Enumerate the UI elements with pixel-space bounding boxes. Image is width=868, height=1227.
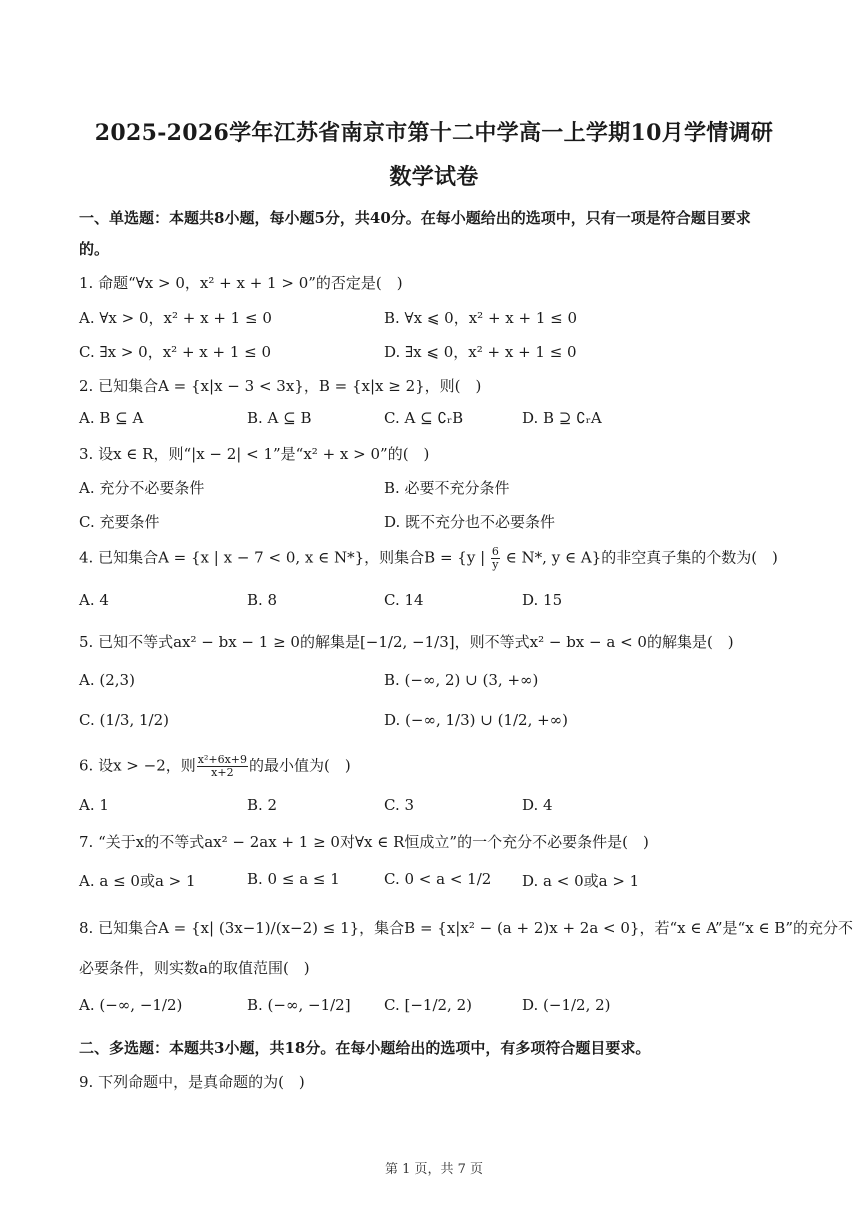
section1-heading: 一、单选题：本题共8小题，每小题5分，共40分。在每小题给出的选项中，只有一项是符合题目要求: [79, 209, 751, 227]
exam-title-line2: 数学试卷: [389, 164, 479, 190]
q4-option-c: C. 14: [384, 591, 424, 609]
q1-option-c: C. ∃x > 0，x² + x + 1 ≤ 0: [79, 343, 272, 361]
q6-fraction-numerator: x²+6x+9: [197, 753, 248, 766]
q4-stem-part2: ∈ N*, y ∈ A}的非空真子集的个数为( ): [500, 548, 778, 567]
q4-fraction-numerator: 6: [491, 545, 499, 558]
q3-option-a: A. 充分不必要条件: [79, 479, 205, 497]
exam-title-line1: 2025-2026学年江苏省南京市第十二中学高一上学期10月学情调研: [94, 120, 774, 146]
q7-option-c: C. 0 < a < 1/2: [384, 870, 492, 888]
q6-option-b: B. 2: [247, 796, 278, 814]
q6-stem-part1: 6. 设x > −2，则: [79, 756, 196, 775]
q2-option-c: C. A ⊆ ∁ᵣB: [384, 409, 464, 427]
q4-stem: [79, 546, 778, 571]
q8-option-c: C. [−1/2, 2): [384, 996, 472, 1014]
q8-stem-line1: 8. 已知集合A = {x| (3x−1)/(x−2) ≤ 1}，集合B = {x|x² − (a + 2)x + 2a < 0}，若“x ∈ A”是“x ∈ B”的充分不: [79, 919, 854, 937]
q6-fraction: [197, 754, 248, 779]
q4-option-b: B. 8: [247, 591, 278, 609]
q9-stem: 9. 下列命题中，是真命题的为( ): [79, 1073, 305, 1091]
q1-option-a: A. ∀x > 0，x² + x + 1 ≤ 0: [79, 309, 272, 327]
q6-stem-part2: 的最小值为( ): [249, 756, 351, 775]
q3-stem: 3. 设x ∈ R，则“|x − 2| < 1”是“x² + x > 0”的( ): [79, 445, 430, 463]
q2-option-b: B. A ⊆ B: [247, 409, 312, 427]
section1-heading-cont: 的。: [79, 240, 110, 258]
q1-option-b: B. ∀x ⩽ 0，x² + x + 1 ≤ 0: [384, 309, 578, 327]
q6-option-a: A. 1: [79, 796, 109, 814]
q8-option-d: D. (−1/2, 2): [522, 996, 611, 1014]
q5-option-b: B. (−∞, 2) ∪ (3, +∞): [384, 671, 539, 689]
q3-option-c: C. 充要条件: [79, 513, 160, 531]
q7-option-d: D. a < 0或a > 1: [522, 872, 640, 890]
q4-option-a: A. 4: [79, 591, 109, 609]
q5-option-d: D. (−∞, 1/3) ∪ (1/2, +∞): [384, 711, 569, 729]
q3-option-d: D. 既不充分也不必要条件: [384, 513, 556, 531]
q8-option-b: B. (−∞, −1/2]: [247, 996, 351, 1014]
q7-option-a: A. a ≤ 0或a > 1: [79, 872, 196, 890]
q1-option-d: D. ∃x ⩽ 0，x² + x + 1 ≤ 0: [384, 343, 577, 361]
q6-option-d: D. 4: [522, 796, 553, 814]
section2-heading: 二、多选题：本题共3小题，共18分。在每小题给出的选项中，有多项符合题目要求。: [79, 1039, 651, 1057]
page-footer: 第 1 页，共 7 页: [384, 1162, 484, 1177]
q4-stem-part1: 4. 已知集合A = {x | x − 7 < 0, x ∈ N*}，则集合B = {y |: [79, 548, 490, 567]
q6-stem: [79, 754, 351, 779]
q1-stem: 1. 命题“∀x > 0，x² + x + 1 > 0”的否定是( ): [79, 274, 403, 292]
q6-option-c: C. 3: [384, 796, 415, 814]
q2-option-a: A. B ⊆ A: [79, 409, 144, 427]
q7-option-b: B. 0 ≤ a ≤ 1: [247, 870, 340, 888]
q4-fraction-denominator: y: [492, 558, 499, 572]
q5-option-c: C. (1/3, 1/2): [79, 711, 169, 729]
q5-option-a: A. (2,3): [79, 671, 135, 689]
q2-stem: 2. 已知集合A = {x|x − 3 < 3x}，B = {x|x ≥ 2}，则( ): [79, 377, 482, 395]
q6-fraction-denominator: x+2: [211, 766, 234, 780]
q8-option-a: A. (−∞, −1/2): [79, 996, 183, 1014]
q5-stem: 5. 已知不等式ax² − bx − 1 ≥ 0的解集是[−1/2, −1/3]，则不等式x² − bx − a < 0的解集是( ): [79, 633, 734, 651]
q7-stem: 7. “关于x的不等式ax² − 2ax + 1 ≥ 0对∀x ∈ R恒成立”的一个充分不必要条件是( ): [79, 833, 649, 851]
q2-option-d: D. B ⊇ ∁ᵣA: [522, 409, 602, 427]
q4-option-d: D. 15: [522, 591, 563, 609]
q8-stem-line2: 必要条件，则实数a的取值范围( ): [79, 959, 310, 977]
q4-fraction: [491, 546, 500, 571]
q3-option-b: B. 必要不充分条件: [384, 479, 510, 497]
